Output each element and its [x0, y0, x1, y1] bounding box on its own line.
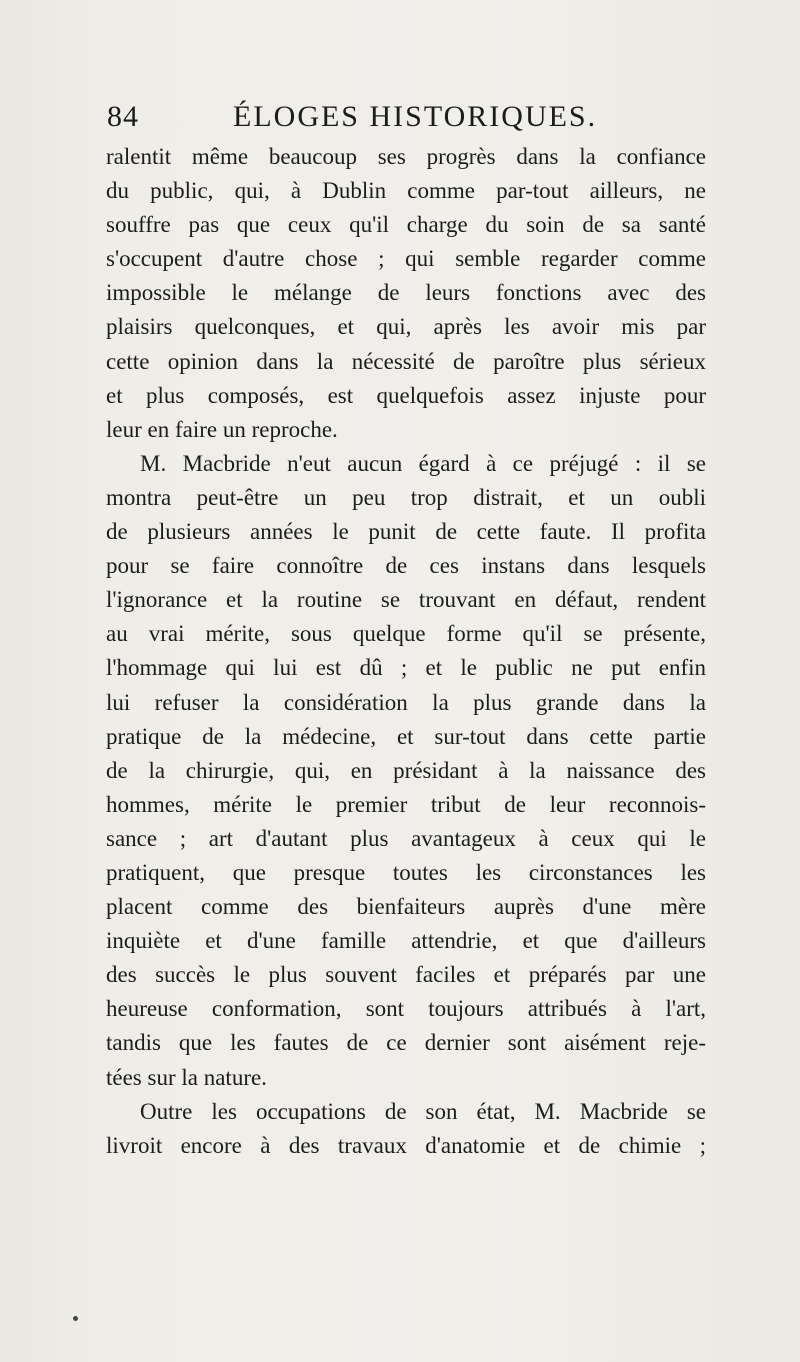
body-text	[106, 140, 706, 1163]
text-line: plaisirs quelconques, et qui, après les avoir mis par	[106, 314, 706, 340]
text-line: placent comme des bienfaiteurs auprès d'une mère	[106, 894, 706, 920]
page-number: 84	[107, 100, 139, 133]
paragraph-end-line: tées sur la nature.	[106, 1064, 267, 1090]
text-line: cette opinion dans la nécessité de paroître plus sérieux	[106, 348, 706, 374]
paragraph-start-line: Outre les occupations de son état, M. Macbride se	[140, 1098, 706, 1124]
text-line: hommes, mérite le premier tribut de leur reconnois-	[106, 791, 706, 817]
text-line: impossible le mélange de leurs fonctions avec des	[106, 280, 706, 306]
text-line: et plus composés, est quelquefois assez injuste pour	[106, 382, 706, 408]
text-line: inquiète et d'une famille attendrie, et que d'ailleurs	[106, 928, 706, 954]
text-line: de plusieurs années le punit de cette faute. Il profita	[106, 519, 706, 545]
text-line: s'occupent d'autre chose ; qui semble regarder comme	[106, 246, 706, 272]
page-header	[107, 100, 707, 140]
text-line: lui refuser la considération la plus grande dans la	[106, 689, 706, 715]
text-line: au vrai mérite, sous quelque forme qu'il se présente,	[106, 621, 706, 647]
text-line: du public, qui, à Dublin comme par-tout ailleurs, ne	[106, 178, 706, 204]
text-line: heureuse conformation, sont toujours attribués à l'art,	[106, 996, 706, 1022]
text-line: sance ; art d'autant plus avantageux à ceux qui le	[106, 825, 706, 851]
ink-dot	[73, 1316, 78, 1321]
text-line: de la chirurgie, qui, en présidant à la naissance des	[106, 757, 706, 783]
text-line: pratique de la médecine, et sur-tout dans cette partie	[106, 723, 706, 749]
text-line: pour se faire connoître de ces instans dans lesquels	[106, 553, 706, 579]
running-title: ÉLOGES HISTORIQUES.	[233, 100, 598, 133]
text-line: des succès le plus souvent faciles et préparés par une	[106, 962, 706, 988]
text-line: livroit encore à des travaux d'anatomie et de chimie ;	[106, 1132, 706, 1158]
text-line: montra peut-être un peu trop distrait, et un oubli	[106, 484, 706, 510]
text-line: tandis que les fautes de ce dernier sont aisément reje-	[106, 1030, 706, 1056]
text-line: l'hommage qui lui est dû ; et le public ne put enfin	[106, 655, 706, 681]
text-line: l'ignorance et la routine se trouvant en défaut, rendent	[106, 587, 706, 613]
text-line: souffre pas que ceux qu'il charge du soin de sa santé	[106, 212, 706, 238]
paragraph-start-line: M. Macbride n'eut aucun égard à ce préjugé : il se	[140, 450, 706, 476]
text-line: ralentit même beaucoup ses progrès dans la confiance	[106, 144, 706, 169]
paragraph-end-line: leur en faire un reproche.	[106, 416, 338, 442]
text-line: pratiquent, que presque toutes les circonstances les	[106, 859, 706, 885]
